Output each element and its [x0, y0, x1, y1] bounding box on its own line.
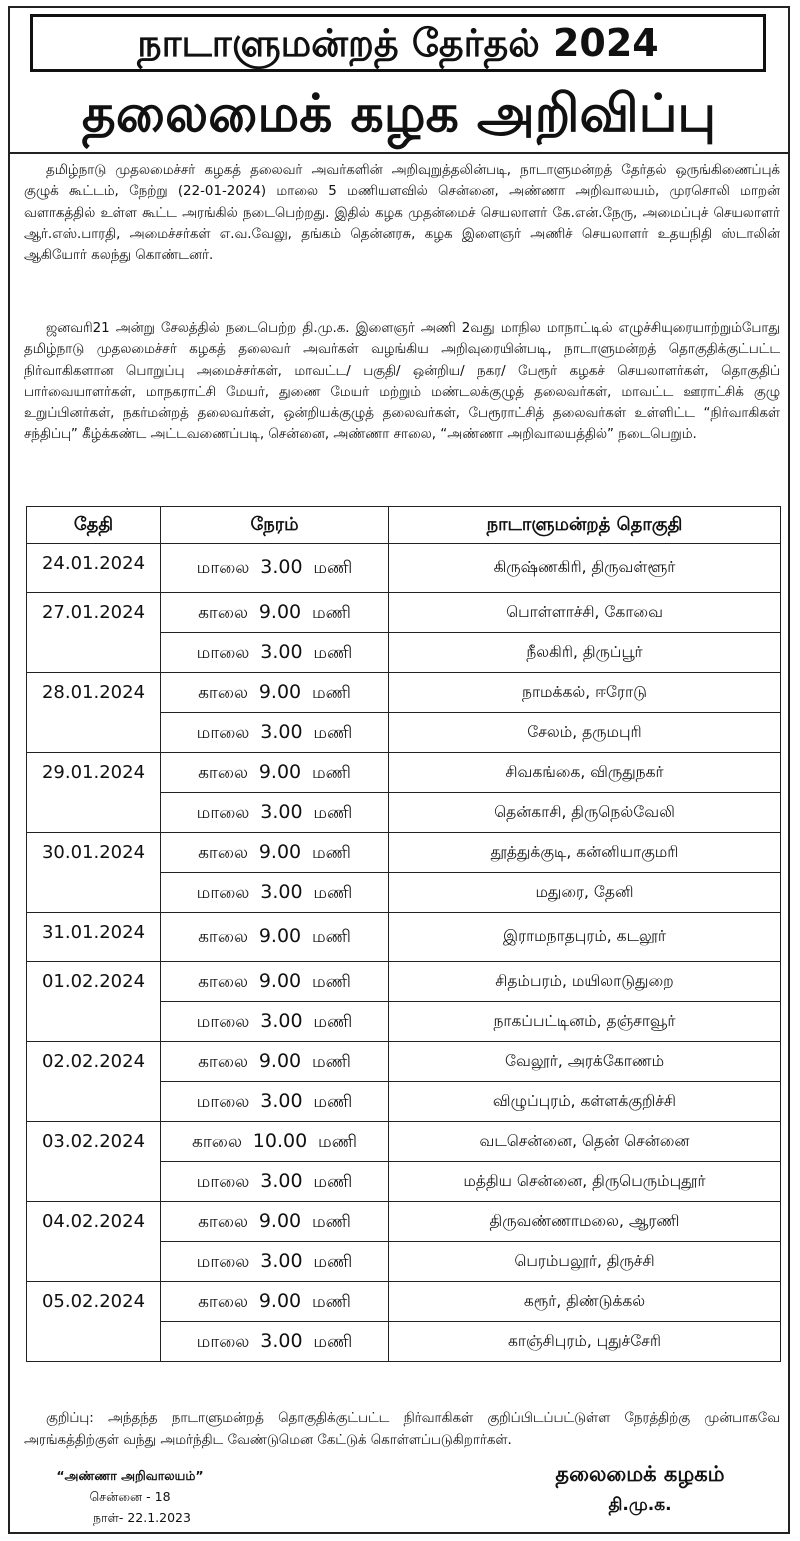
time-period: காலை [198, 1211, 249, 1232]
time-hour: 3.00 [260, 1009, 303, 1032]
footnote: குறிப்பு: அந்தந்த நாடாளுமன்றத் தொகுதிக்குட்பட்ட நிர்வாகிகள் குறிப்பிடப்பட்டுள்ள நேரத்திற்கு முன்பாகவே அரங்கத்திற்குள் வந்து அமர்ந்திட வேண்டுமென கேட்டுக் கொள்ளப்படுகிறார்கள். [24, 1411, 780, 1448]
table-row [27, 593, 781, 633]
time-period: மாலை [196, 1091, 250, 1112]
table-header-row [27, 507, 781, 544]
table-row [27, 1042, 781, 1082]
schedule-time [161, 1042, 389, 1082]
schedule-time [161, 673, 389, 713]
schedule-time [161, 593, 389, 633]
time-hour: 3.00 [260, 640, 303, 663]
schedule-time [161, 713, 389, 753]
schedule-time [161, 833, 389, 873]
schedule-date: 04.02.2024 [27, 1202, 161, 1282]
body-paragraph-2: ஜனவரி21 அன்று சேலத்தில் நடைபெற்ற தி.மு.க. இளைஞர் அணி 2வது மாநில மாநாட்டில் எழுச்சியுரையாற்றும்போது தமிழ்நாடு முதலமைச்சர் கழகத் தலைவர் அவர்கள் வழங்கிய அறிவுரையின்படி, நாடாளுமன்றத் தொகுதிக்குட்பட்ட நிர்வாகிகளான பொறுப்பு அமைச்சர்கள், மாவட்ட/ பகுதி/ ஒன்றிய/ நகர/ பேரூர் கழகச் செயலாளர்கள், தொகுதிப் பார்வையாளர்கள், மாநகராட்சி மேயர், துணை மேயர் மற்றும் மண்டலக்குழுத் தலைவர்கள், மாவட்ட ஊராட்சிக் குழு உறுப்பினர்கள், நகர்மன்றத் தலைவர்கள், ஒன்றியக்குழுத் தலைவர்கள், பேரூராட்சித் தலைவர்கள் உள்ளிட்ட “நிர்வாகிகள் சந்திப்பு” கீழ்க்கண்ட அட்டவணைப்படி, சென்னை, அண்ணா சாலை, “அண்ணா அறிவாலயத்தில்” நடைபெறும். [24, 321, 780, 443]
address-city: சென்னை - 18 [89, 1489, 171, 1504]
time-period: காலை [198, 927, 249, 947]
time-hour: 10.00 [252, 1129, 308, 1152]
time-unit: மணி [311, 842, 351, 863]
schedule-constituency: மதுரை, தேனி [389, 873, 781, 913]
time-unit: மணி [318, 1131, 357, 1152]
header-divider [10, 152, 788, 154]
time-unit: மணி [311, 971, 351, 992]
time-hour: 3.00 [260, 1169, 303, 1192]
schedule-constituency: விழுப்புரம், கள்ளக்குறிச்சி [389, 1082, 781, 1122]
header-constituency: நாடாளுமன்றத் தொகுதி [389, 507, 781, 544]
schedule-body [27, 544, 781, 1362]
table-row [27, 913, 781, 962]
time-period: மாலை [196, 642, 250, 663]
time-hour: 9.00 [258, 680, 302, 703]
schedule-constituency: வடசென்னை, தென் சென்னை [389, 1122, 781, 1162]
signature-headquarters: தலைமைக் கழகம் [555, 1462, 725, 1486]
schedule-constituency: தென்காசி, திருநெல்வேலி [389, 793, 781, 833]
time-period: மாலை [196, 722, 250, 743]
schedule-constituency: சிதம்பரம், மயிலாடுதுறை [389, 962, 781, 1002]
schedule-date: 01.02.2024 [27, 962, 161, 1042]
time-period: காலை [198, 1051, 249, 1072]
time-unit: மணி [311, 602, 351, 623]
time-hour: 3.00 [260, 880, 303, 903]
schedule-constituency: மத்திய சென்னை, திருபெரும்புதூர் [389, 1162, 781, 1202]
schedule-time [161, 1162, 389, 1202]
table-row [27, 962, 781, 1002]
schedule-time [161, 1122, 389, 1162]
table-row [27, 673, 781, 713]
time-hour: 9.00 [258, 1209, 302, 1232]
table-row [27, 1202, 781, 1242]
schedule-date: 03.02.2024 [27, 1122, 161, 1202]
time-unit: மணி [313, 1251, 353, 1272]
schedule-table [26, 506, 781, 1362]
table-row [27, 544, 781, 593]
time-period: காலை [192, 1131, 242, 1152]
time-unit: மணி [313, 882, 353, 903]
schedule-time [161, 753, 389, 793]
time-unit: மணி [313, 1011, 353, 1032]
schedule-time [161, 1282, 389, 1322]
schedule-time [161, 1002, 389, 1042]
time-unit: மணி [311, 1051, 351, 1072]
schedule-date: 02.02.2024 [27, 1042, 161, 1122]
schedule-constituency: தூத்துக்குடி, கன்னியாகுமரி [389, 833, 781, 873]
schedule-constituency: சிவகங்கை, விருதுநகர் [389, 753, 781, 793]
schedule-time [161, 544, 389, 593]
time-hour: 9.00 [258, 600, 302, 623]
time-period: மாலை [196, 558, 250, 578]
time-unit: மணி [311, 762, 351, 783]
time-unit: மணி [313, 1171, 353, 1192]
schedule-time [161, 1322, 389, 1362]
address-venue: “அண்ணா அறிவாலயம்” [56, 1468, 204, 1483]
time-hour: 3.00 [260, 1249, 303, 1272]
schedule-time [161, 913, 389, 962]
time-hour: 9.00 [258, 1049, 302, 1072]
schedule-constituency: காஞ்சிபுரம், புதுச்சேரி [389, 1322, 781, 1362]
schedule-constituency: வேலூர், அரக்கோணம் [389, 1042, 781, 1082]
schedule-time [161, 1242, 389, 1282]
schedule-date: 24.01.2024 [27, 544, 161, 593]
schedule-time [161, 962, 389, 1002]
table-row [27, 833, 781, 873]
schedule-time [161, 793, 389, 833]
schedule-constituency: இராமநாதபுரம், கடலூர் [389, 913, 781, 962]
schedule-constituency: நாமக்கல், ஈரோடு [389, 673, 781, 713]
headline-election: நாடாளுமன்றத் தேர்தல் 2024 [30, 14, 766, 72]
time-period: காலை [198, 602, 249, 623]
schedule-time [161, 1202, 389, 1242]
signature-party: தி.மு.க. [608, 1495, 672, 1515]
issue-date: நாள்- 22.1.2023 [93, 1510, 191, 1525]
headline-announcement: தலைமைக் கழக அறிவிப்பு [81, 84, 717, 144]
body-paragraph-1: தமிழ்நாடு முதலமைச்சர் கழகத் தலைவர் அவர்களின் அறிவுறுத்தலின்படி, நாடாளுமன்றத் தேர்தல் ஒருங்கிணைப்புக் குழுக் கூட்டம், நேற்று (22-01-2024) மாலை 5 மணியளவில் சென்னை, அண்ணா அறிவாலயம், முரசொலி மாறன் வளாகத்தில் உள்ள கூட்ட அரங்கில் நடைபெற்றது. இதில் கழக முதன்மைச் செயலாளர் கே.என்.நேரு, அமைப்புச் செயலாளர் ஆர்.எஸ்.பாரதி, அமைச்சர்கள் எ.வ.வேலு, தங்கம் தென்னரசு, கழக இளைஞர் அணிச் செயலாளர் உதயநிதி ஸ்டாலின் ஆகியோர் கலந்து கொண்டனர். [24, 163, 780, 264]
schedule-constituency: பெரம்பலூர், திருச்சி [389, 1242, 781, 1282]
schedule-constituency: கரூர், திண்டுக்கல் [389, 1282, 781, 1322]
time-hour: 9.00 [258, 840, 302, 863]
time-unit: மணி [313, 802, 353, 823]
table-row [27, 1282, 781, 1322]
time-unit: மணி [313, 642, 353, 663]
schedule-constituency: நாகப்பட்டினம், தஞ்சாவூர் [389, 1002, 781, 1042]
time-hour: 9.00 [258, 969, 302, 992]
schedule-date: 30.01.2024 [27, 833, 161, 913]
time-period: காலை [198, 1291, 249, 1312]
time-period: மாலை [196, 1251, 250, 1272]
schedule-constituency: நீலகிரி, திருப்பூர் [389, 633, 781, 673]
time-hour: 3.00 [260, 1329, 303, 1352]
time-unit: மணி [313, 1091, 353, 1112]
time-hour: 3.00 [260, 720, 303, 743]
time-unit: மணி [311, 682, 351, 703]
schedule-date: 27.01.2024 [27, 593, 161, 673]
schedule-constituency: பொள்ளாச்சி, கோவை [389, 593, 781, 633]
time-period: மாலை [196, 1011, 250, 1032]
schedule-date: 05.02.2024 [27, 1282, 161, 1362]
time-unit: மணி [311, 927, 351, 947]
schedule-date: 28.01.2024 [27, 673, 161, 753]
schedule-time [161, 633, 389, 673]
time-unit: மணி [311, 1211, 351, 1232]
table-row [27, 1122, 781, 1162]
time-period: மாலை [196, 1171, 250, 1192]
time-period: மாலை [196, 1331, 250, 1352]
time-hour: 3.00 [260, 1089, 303, 1112]
time-period: காலை [198, 971, 249, 992]
time-hour: 3.00 [260, 556, 303, 578]
time-period: காலை [198, 762, 249, 783]
time-hour: 9.00 [258, 925, 302, 947]
header-date: தேதி [27, 507, 161, 544]
schedule-date: 31.01.2024 [27, 913, 161, 962]
schedule-constituency: கிருஷ்ணகிரி, திருவள்ளூர் [389, 544, 781, 593]
time-unit: மணி [311, 1291, 351, 1312]
time-unit: மணி [313, 1331, 353, 1352]
time-hour: 3.00 [260, 800, 303, 823]
time-period: மாலை [196, 882, 250, 903]
schedule-constituency: திருவண்ணாமலை, ஆரணி [389, 1202, 781, 1242]
schedule-time [161, 873, 389, 913]
time-period: காலை [198, 682, 249, 703]
schedule-time [161, 1082, 389, 1122]
schedule-date: 29.01.2024 [27, 753, 161, 833]
time-unit: மணி [313, 558, 353, 578]
schedule-constituency: சேலம், தருமபுரி [389, 713, 781, 753]
time-unit: மணி [313, 722, 353, 743]
time-period: மாலை [196, 802, 250, 823]
table-row [27, 753, 781, 793]
header-time: நேரம் [161, 507, 389, 544]
time-period: காலை [198, 842, 249, 863]
time-hour: 9.00 [258, 1289, 302, 1312]
time-hour: 9.00 [258, 760, 302, 783]
